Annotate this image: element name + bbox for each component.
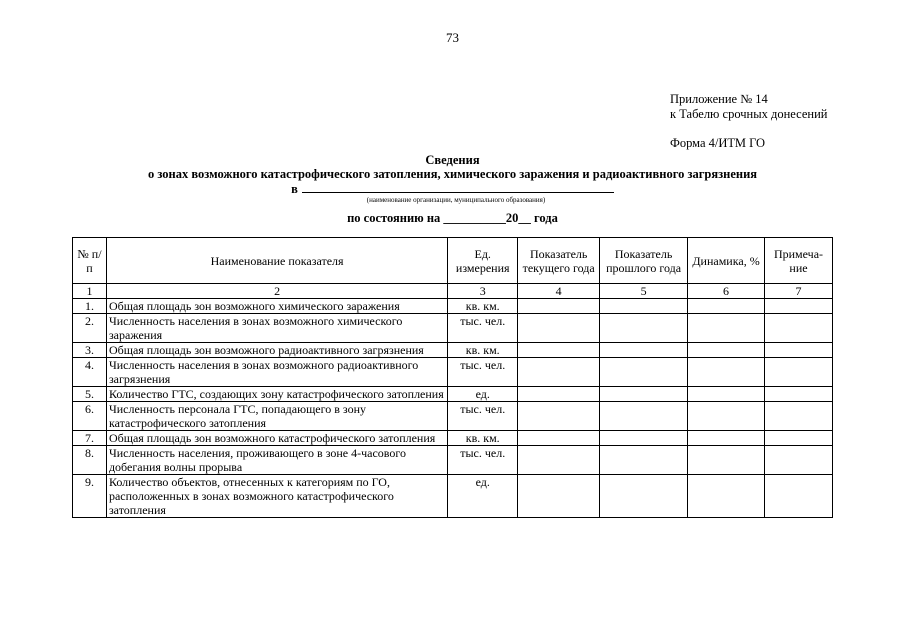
appendix-line-1: Приложение № 14 <box>670 92 768 106</box>
table-row <box>73 387 833 402</box>
table-row <box>73 299 833 314</box>
header-cell: № п/п <box>73 238 107 284</box>
row-dynamics <box>688 299 765 314</box>
row-previous-year <box>600 343 688 358</box>
row-note <box>764 358 832 387</box>
row-previous-year <box>600 446 688 475</box>
title-line-1: Сведения <box>425 153 480 167</box>
row-current-year <box>518 402 600 431</box>
row-unit: тыс. чел. <box>448 314 518 343</box>
column-number-cell: 4 <box>518 284 600 299</box>
table-row <box>73 475 833 518</box>
table-row <box>73 431 833 446</box>
row-current-year <box>518 387 600 402</box>
appendix-note <box>670 92 827 122</box>
row-number: 4. <box>73 358 107 387</box>
row-current-year <box>518 475 600 518</box>
row-indicator-name: Численность населения в зонах возможного радиоактивного загрязнения <box>106 358 447 387</box>
row-note <box>764 402 832 431</box>
row-unit: тыс. чел. <box>448 446 518 475</box>
row-number: 1. <box>73 299 107 314</box>
table-row <box>73 358 833 387</box>
row-dynamics <box>688 314 765 343</box>
row-current-year <box>518 343 600 358</box>
row-number: 7. <box>73 431 107 446</box>
row-dynamics <box>688 431 765 446</box>
row-unit: кв. км. <box>448 299 518 314</box>
row-current-year <box>518 431 600 446</box>
row-indicator-name: Количество ГТС, создающих зону катастрофического затопления <box>106 387 447 402</box>
title-line-2: о зонах возможного катастрофического затопления, химического заражения и радиоактивного загрязнения <box>147 167 758 181</box>
header-cell: Динамика, % <box>688 238 765 284</box>
row-note <box>764 314 832 343</box>
row-dynamics <box>688 387 765 402</box>
header-cell: Показатель текущего года <box>518 238 600 284</box>
row-number: 6. <box>73 402 107 431</box>
row-indicator-name: Численность персонала ГТС, попадающего в зону катастрофического затопления <box>106 402 447 431</box>
appendix-line-2: к Табелю срочных донесений <box>670 107 828 121</box>
row-previous-year <box>600 475 688 518</box>
column-number-cell: 7 <box>764 284 832 299</box>
row-note <box>764 387 832 402</box>
row-indicator-name: Численность населения, проживающего в зоне 4-часового добегания волны прорыва <box>106 446 447 475</box>
date-line: по состоянию на __________20__ года <box>347 211 558 225</box>
column-number-cell: 6 <box>688 284 765 299</box>
column-number-cell: 5 <box>600 284 688 299</box>
row-number: 3. <box>73 343 107 358</box>
row-dynamics <box>688 475 765 518</box>
row-indicator-name: Общая площадь зон возможного катастрофического затопления <box>106 431 447 446</box>
document-title <box>0 153 905 181</box>
row-dynamics <box>688 446 765 475</box>
row-dynamics <box>688 402 765 431</box>
row-dynamics <box>688 343 765 358</box>
page-number: 73 <box>446 30 459 45</box>
table-row <box>73 343 833 358</box>
row-unit: тыс. чел. <box>448 402 518 431</box>
row-previous-year <box>600 358 688 387</box>
row-indicator-name: Общая площадь зон возможного химического заражения <box>106 299 447 314</box>
row-number: 5. <box>73 387 107 402</box>
table-row <box>73 314 833 343</box>
row-note <box>764 343 832 358</box>
row-note <box>764 431 832 446</box>
row-unit: кв. км. <box>448 343 518 358</box>
header-cell: Ед. измерения <box>448 238 518 284</box>
header-cell: Примеча-ние <box>764 238 832 284</box>
row-previous-year <box>600 314 688 343</box>
column-number-row <box>73 284 833 299</box>
row-previous-year <box>600 431 688 446</box>
column-number-cell: 3 <box>448 284 518 299</box>
header-cell: Наименование показателя <box>106 238 447 284</box>
report-table <box>72 237 833 518</box>
row-unit: тыс. чел. <box>448 358 518 387</box>
organization-prefix: в <box>291 182 298 196</box>
organization-line <box>0 181 905 197</box>
row-note <box>764 475 832 518</box>
row-current-year <box>518 314 600 343</box>
row-number: 8. <box>73 446 107 475</box>
column-number-cell: 1 <box>73 284 107 299</box>
row-current-year <box>518 299 600 314</box>
row-indicator-name: Количество объектов, отнесенных к категориям по ГО, расположенных в зонах возможного катастрофического затопления <box>106 475 447 518</box>
column-number-cell: 2 <box>106 284 447 299</box>
row-current-year <box>518 446 600 475</box>
organization-blank <box>302 181 614 193</box>
table-row <box>73 446 833 475</box>
row-previous-year <box>600 402 688 431</box>
row-previous-year <box>600 387 688 402</box>
organization-caption: (наименование организации, муниципального образования) <box>366 196 546 204</box>
header-cell: Показатель прошлого года <box>600 238 688 284</box>
table-row <box>73 402 833 431</box>
row-previous-year <box>600 299 688 314</box>
row-note <box>764 446 832 475</box>
row-dynamics <box>688 358 765 387</box>
row-unit: кв. км. <box>448 431 518 446</box>
table-header-row <box>73 238 833 284</box>
row-note <box>764 299 832 314</box>
row-indicator-name: Численность населения в зонах возможного химического заражения <box>106 314 447 343</box>
row-unit: ед. <box>448 387 518 402</box>
row-unit: ед. <box>448 475 518 518</box>
row-current-year <box>518 358 600 387</box>
row-indicator-name: Общая площадь зон возможного радиоактивного загрязнения <box>106 343 447 358</box>
form-label: Форма 4/ИТМ ГО <box>670 136 766 150</box>
row-number: 2. <box>73 314 107 343</box>
row-number: 9. <box>73 475 107 518</box>
